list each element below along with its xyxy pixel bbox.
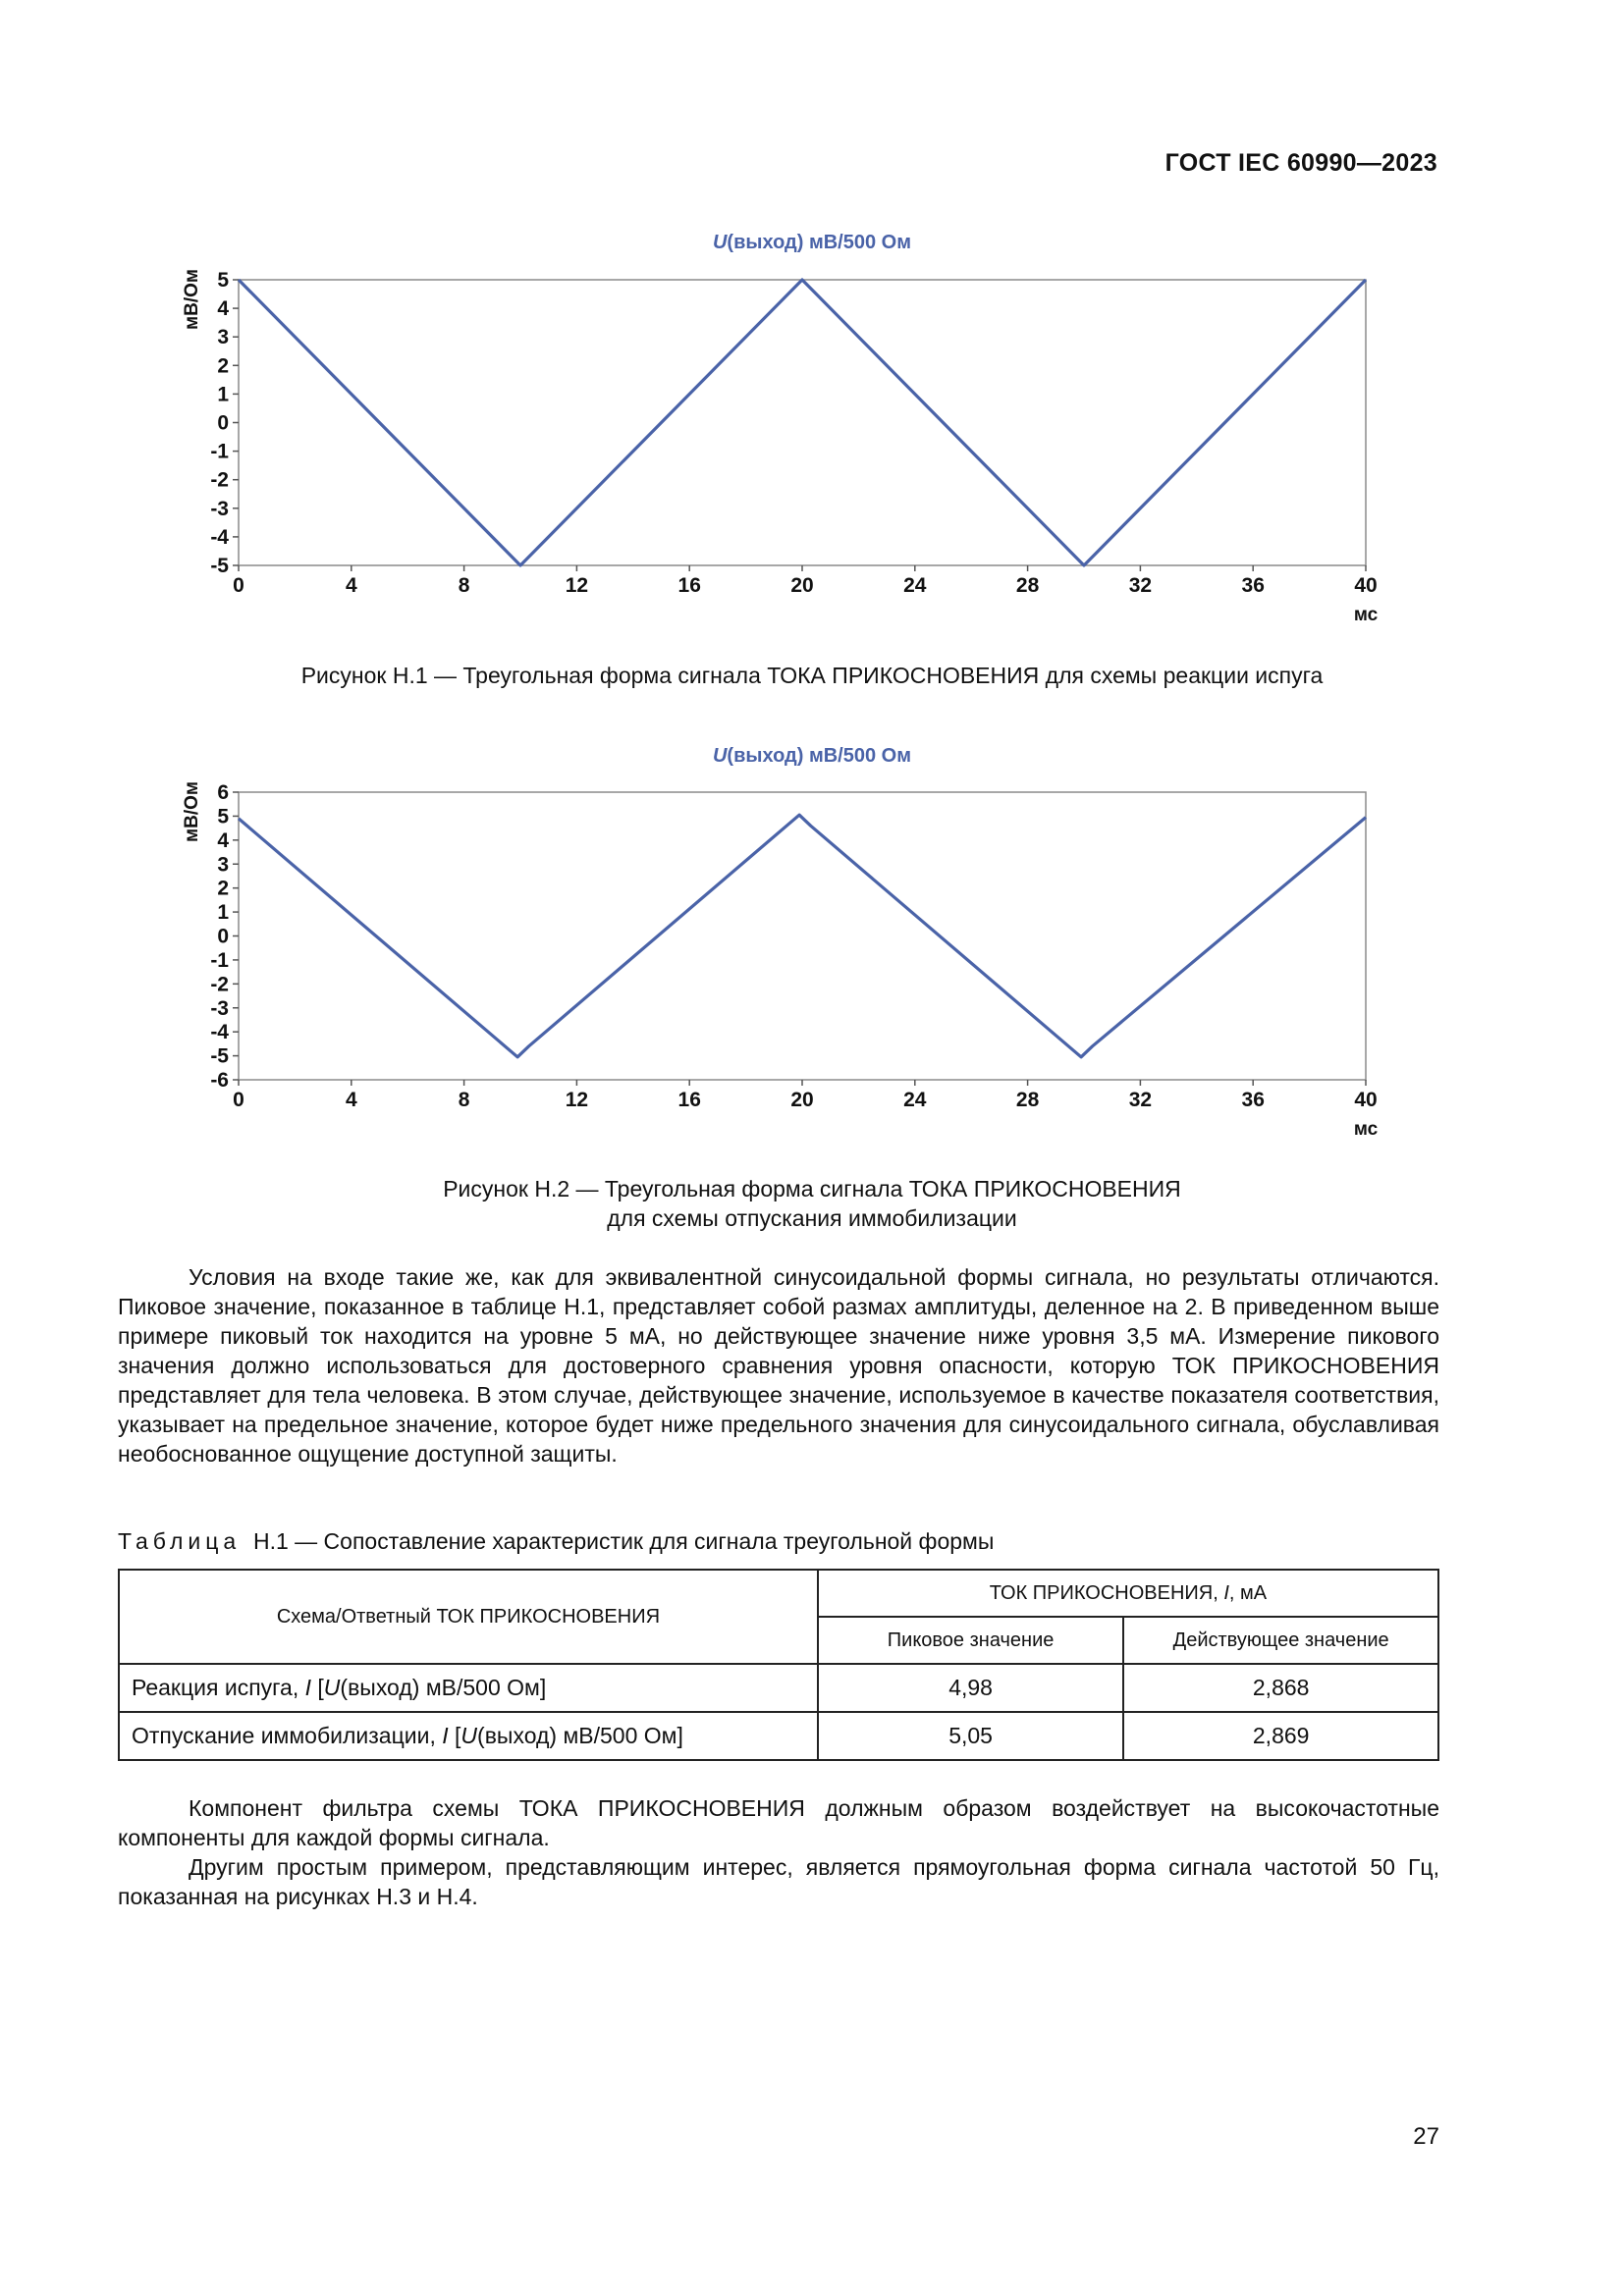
figure2-y-axis-label: мВ/Ом (182, 781, 202, 842)
table-header-row (119, 1570, 1438, 1617)
figure1-y-tick-label: -1 (210, 440, 229, 463)
figure2-y-tick-label: -1 (210, 948, 229, 972)
row1-name-u: U (323, 1675, 341, 1700)
body-paragraph-1 (118, 1262, 1439, 1468)
figure2-plot-frame (239, 792, 1366, 1080)
figure1-title-u: U (712, 232, 728, 253)
figure2-y-tick-label: 2 (217, 877, 229, 900)
figure2-x-tick-label: 20 (790, 1089, 814, 1111)
header-scheme: Схема/Ответный ТОК ПРИКОСНОВЕНИЯ (119, 1570, 818, 1664)
figure2-y-tick-label: 6 (217, 781, 229, 804)
figure2-x-tick-label: 28 (1015, 1089, 1040, 1111)
row1-name-i: I (304, 1675, 311, 1700)
figure2-title-rest: (выход) мВ/500 Ом (727, 745, 912, 767)
figure1-x-axis-label: мс (1353, 605, 1379, 625)
figure1-x-tick-label: 12 (565, 574, 589, 597)
header-group-a: ТОК ПРИКОСНОВЕНИЯ, (989, 1581, 1224, 1604)
figure2-caption-line2: для схемы отпускания иммобилизации (607, 1205, 1017, 1231)
row1-rms: 2,868 (1123, 1664, 1438, 1712)
figure1-x-tick-label: 32 (1128, 574, 1153, 597)
figure2-x-tick-label: 40 (1354, 1089, 1378, 1111)
figure2-y-tick-label: 4 (217, 828, 229, 852)
figure2-series-line-0 (239, 815, 1366, 1057)
body-paragraph-2 (118, 1793, 1439, 1911)
figure2-y-tick-label: 5 (217, 805, 229, 828)
figure2-caption-line1: Рисунок Н.2 — Треугольная форма сигнала ТОКА ПРИКОСНОВЕНИЯ (443, 1176, 1181, 1201)
figure1-y-tick-label: -3 (210, 497, 229, 520)
para3-text: Другим простым примером, представляющим интерес, является прямоугольная форма сигнала частотой 50 Гц, показанная на рисунках Н.3 и Н.4. (118, 1854, 1439, 1909)
document-header: ГОСТ IEC 60990—2023 (1164, 149, 1437, 177)
row1-name (119, 1664, 818, 1712)
table-caption (118, 1528, 994, 1555)
comparison-table (118, 1569, 1439, 1761)
figure2-x-tick-label: 12 (565, 1089, 589, 1111)
figure2-y-tick-label: -3 (210, 996, 229, 1020)
figure2-x-tick-label: 4 (345, 1089, 357, 1111)
figure1-y-tick-label: -5 (210, 555, 229, 577)
figure2-y-tick-label: -4 (210, 1021, 229, 1044)
figure2-y-tick-label: 0 (217, 925, 229, 948)
row2-name-c: (выход) мВ/500 Ом] (477, 1723, 683, 1748)
figure1-plot-frame (239, 280, 1366, 565)
row2-name-i: I (442, 1723, 449, 1748)
figure2-chart (0, 771, 1624, 1158)
row2-rms: 2,869 (1123, 1712, 1438, 1760)
figure1-x-tick-label: 40 (1354, 574, 1378, 597)
para1-text: Условия на входе такие же, как для эквивалентной синусоидальной формы сигнала, но результаты отличаются. Пиковое значение, показанное в таблице Н.1, представляет собой размах амплитуды, деленное на 2. В приведенном выше примере пиковый ток находится на уровне 5 мА, но действующее значение ниже уровня 3,5 мА. Измерение пикового значения должно использоваться для достоверного сравнения уровня опасности, которую ТОК ПРИКОСНОВЕНИЯ представляет для тела человека. В этом случае, действующее значение, используемое в качестве показателя соответствия, указывает на предельное значение, которое будет ниже предельного значения для синусоидального сигнала, обуславливая необоснованное ощущение доступной защиты. (118, 1264, 1439, 1467)
figure1-y-axis-label: мВ/Ом (182, 269, 202, 330)
figure1-y-tick-label: 3 (217, 326, 229, 349)
row2-peak: 5,05 (818, 1712, 1124, 1760)
figure1-x-tick-label: 8 (458, 574, 470, 597)
figure1-title-rest: (выход) мВ/500 Ом (727, 232, 912, 253)
figure1-chart (0, 260, 1624, 672)
row1-name-c: (выход) мВ/500 Ом] (340, 1675, 547, 1700)
figure1-x-tick-label: 28 (1015, 574, 1040, 597)
para2-text: Компонент фильтра схемы ТОКА ПРИКОСНОВЕНИЯ должным образом воздействует на высокочастотные компоненты для каждой формы сигнала. (118, 1795, 1439, 1850)
table-caption-label: Таблица (118, 1528, 242, 1554)
header-touch-current (818, 1570, 1438, 1617)
figure2-x-tick-label: 0 (233, 1089, 244, 1111)
figure1-y-tick-label: 0 (217, 411, 229, 435)
figure1-y-tick-label: -4 (210, 525, 229, 549)
figure2-x-axis-label: мс (1353, 1119, 1379, 1140)
table-caption-text: Н.1 — Сопоставление характеристик для сигнала треугольной формы (252, 1528, 995, 1554)
figure1-caption: Рисунок Н.1 — Треугольная форма сигнала ТОКА ПРИКОСНОВЕНИЯ для схемы реакции испуга (300, 663, 1324, 688)
figure2-chart-title (0, 745, 1624, 768)
figure2-y-tick-label: 1 (217, 901, 229, 925)
row1-peak: 4,98 (818, 1664, 1124, 1712)
figure1-y-tick-label: 2 (217, 354, 229, 378)
figure2-x-tick-label: 36 (1241, 1089, 1265, 1111)
figure1-y-tick-label: 5 (217, 269, 229, 292)
header-group-i: I (1223, 1581, 1229, 1604)
row2-name-u: U (460, 1723, 478, 1748)
figure2-y-tick-label: 3 (217, 853, 229, 877)
page-number: 27 (1413, 2123, 1439, 2150)
row2-name-a: Отпускание иммобилизации, (132, 1723, 443, 1748)
table-row (119, 1664, 1438, 1712)
figure1-series-line-0 (239, 280, 1366, 565)
row1-name-a: Реакция испуга, (132, 1675, 305, 1700)
table-row (119, 1712, 1438, 1760)
figure2-caption (0, 1174, 1624, 1233)
figure2-x-tick-label: 8 (458, 1089, 470, 1111)
row2-name (119, 1712, 818, 1760)
figure2-x-tick-label: 32 (1128, 1089, 1153, 1111)
figure1-x-tick-label: 4 (345, 574, 357, 597)
figure1-x-tick-label: 36 (1241, 574, 1265, 597)
figure1-x-tick-label: 24 (903, 574, 927, 597)
row1-name-b: [ (311, 1675, 324, 1700)
figure1-y-tick-label: 1 (217, 383, 229, 406)
header-peak: Пиковое значение (818, 1617, 1124, 1664)
row2-name-b: [ (448, 1723, 461, 1748)
figure1-x-tick-label: 20 (790, 574, 814, 597)
figure2-x-tick-label: 24 (903, 1089, 927, 1111)
header-group-b: , мА (1228, 1581, 1268, 1604)
figure1-x-tick-label: 16 (677, 574, 701, 597)
figure2-y-tick-label: -5 (210, 1044, 229, 1068)
figure2-y-tick-label: -2 (210, 973, 229, 996)
figure2-y-tick-label: -6 (210, 1069, 229, 1092)
figure1-chart-title (0, 232, 1624, 254)
figure2-title-u: U (712, 745, 728, 767)
figure1-y-tick-label: 4 (217, 297, 229, 321)
figure1-y-tick-label: -2 (210, 468, 229, 492)
figure1-x-tick-label: 0 (233, 574, 244, 597)
header-rms: Действующее значение (1123, 1617, 1438, 1664)
figure2-x-tick-label: 16 (677, 1089, 701, 1111)
